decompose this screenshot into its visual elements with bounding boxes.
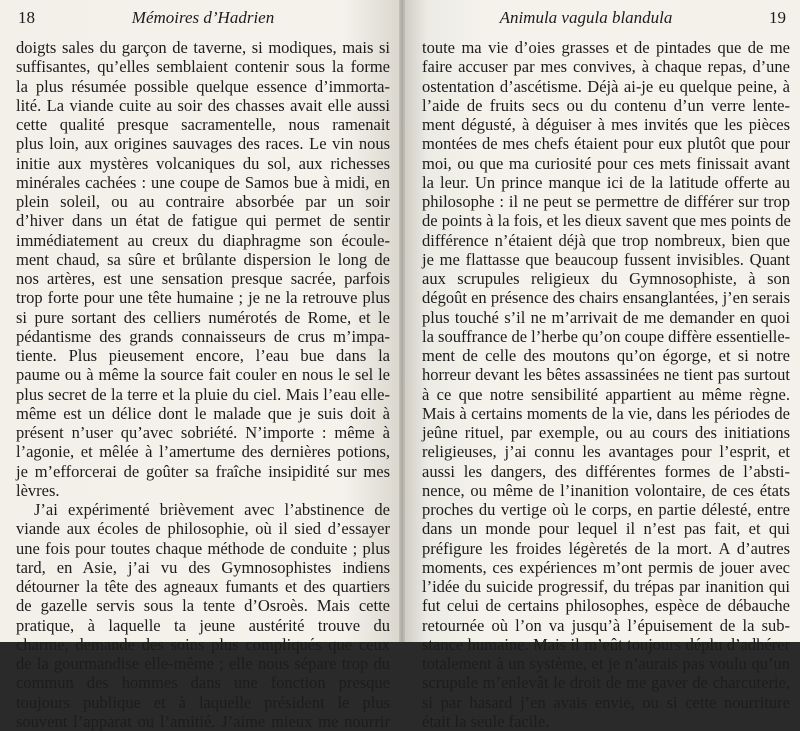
text-line: même est un délice dont le malade que je suis doit à — [16, 403, 390, 423]
text-line: souvent l’apparat ou l’amitié. J’aime mieux me nourrir — [16, 711, 390, 731]
text-line: charme, demande des soins plus compliqués que ceux — [16, 634, 390, 654]
text-line: tard, en Asie, j’ai vu des Gymnosophistes indiens — [16, 557, 390, 577]
text-line: différence n’étaient déjà que trop nombreux, bien que — [422, 230, 790, 250]
text-line: la plus résumée possible quelque essence d’immorta- — [16, 76, 390, 96]
chapter-title-header: Animula vagula blandula — [499, 8, 673, 27]
text-line: aussi les dangers, des différentes formes de l’absti- — [422, 461, 790, 481]
text-line: J’ai expérimenté brièvement avec l’abstinence de — [34, 500, 390, 519]
left-page-text — [16, 38, 390, 731]
text-line: montées de mes chefs étaient pour eux plutôt que pour — [422, 134, 790, 154]
text-line: détourner la tête des agneaux fumants et des quartiers — [16, 577, 390, 596]
text-line: toute ma vie d’oies grasses et de pintades que de me — [422, 38, 790, 57]
text-line: aux scrupules religieux du Gymnosophiste, à son — [422, 269, 790, 288]
text-line: pédantisme des grands connaisseurs de crus m’impa- — [16, 326, 390, 346]
text-line: moments, ces expériences m’ont permis de jouer avec — [422, 557, 790, 577]
text-line: plus touché s’il ne m’arrivait de me demander en quoi — [422, 307, 790, 327]
text-line: la souffrance de l’herbe qu’on coupe diffère essentielle- — [422, 326, 791, 346]
text-line: paume ou à même la source fait couler en nous le sel le — [16, 365, 390, 385]
text-line: je m’efforcerai de goûter sa fraîche insipidité sur mes — [16, 461, 390, 481]
page-number: 19 — [769, 8, 786, 27]
text-line: ostentation d’ascétisme. Déjà ai-je eu quelque peine, à — [422, 76, 790, 96]
text-line: lèvres. — [16, 480, 60, 500]
text-line: Mais à certains moments de la vie, dans les périodes de — [422, 403, 790, 423]
text-line: si par hasard j’en avais envie, ou si cette nourriture — [422, 692, 790, 712]
text-line: cette qualité presque sacramentelle, nous ramenait — [16, 115, 390, 134]
text-line: jeûne rituel, par exemple, ou au cours des initiations — [422, 423, 790, 442]
text-line: l’agonie, et mêlée à l’amertume des dernières potions, — [16, 442, 390, 462]
text-line: la leur. Un prince manque ici de la latitude offerte au — [422, 172, 790, 192]
text-line: totalement à un système, et je n’aurais pas voulu qu’un — [422, 654, 790, 673]
text-line: fut celui de certains philosophes, espèce de débauche — [422, 596, 790, 616]
text-line: minérales cachées : une coupe de Samos bue à midi, en — [16, 172, 390, 192]
text-line: plein soleil, ou au contraire absorbée par un soir — [16, 192, 390, 211]
text-line: doigts sales du garçon de taverne, si modiques, mais si — [16, 38, 390, 57]
text-line: horreur devant les bêtes assassinées ne tient pas surtout — [422, 365, 790, 385]
book-title-header: Mémoires d’Hadrien — [131, 8, 275, 27]
text-line: à ce que notre sensibilité appartient au même règne. — [422, 384, 790, 404]
text-line: une fois pour toutes chaque méthode de conduite ; plus — [16, 538, 390, 558]
text-line: ment chaud, sa sûre et brûlante dispersion le long de — [16, 249, 390, 269]
text-line: plus secret de la terre et la pluie du ciel. Mais l’eau elle- — [16, 384, 390, 404]
text-line: moi, ou que ma curiosité pour ces mets finissait avant — [422, 153, 790, 173]
text-line: pratique, à laquelle ta jeune austérité trouve du — [16, 615, 390, 635]
text-line: était la seule facile. — [422, 711, 550, 731]
text-line: nos artères, est une sensation presque sacrée, parfois — [16, 269, 390, 288]
text-line: faire accuser par mes convives, à chaque repas, d’une — [422, 57, 790, 77]
right-page — [404, 0, 800, 731]
text-line: toujours publique et à laquelle président le plus — [16, 692, 390, 712]
right-running-head — [422, 4, 790, 32]
text-line: viande aux écoles de philosophie, où il sied d’essayer — [16, 519, 390, 539]
text-line: immédiatement au creux du diaphragme son écoule- — [16, 230, 390, 250]
text-line: trop forte pour une tête humaine ; je ne la retrouve plus — [16, 288, 390, 308]
text-line: plus loin, aux origines sauvages des races. Le vin nous — [16, 134, 390, 154]
text-line: présent n’user qu’avec sobriété. N’importe : même à — [16, 423, 390, 442]
text-line: religieuses, j’ai connu les avantages pour l’esprit, et — [422, 442, 790, 462]
text-line: nence, ou même de l’inanition volontaire, de ces états — [422, 480, 790, 500]
text-line: si pure sortant des celliers numérotés de Rome, et le — [16, 307, 390, 327]
text-line: philosophe : il ne peut se permettre de différer sur trop — [422, 192, 790, 211]
text-line: de gazelle servis sous la tente d’Osroès. Mais cette — [16, 596, 390, 616]
text-line: dégoût en présence des chairs ensanglantées, j’en serais — [422, 288, 790, 308]
page-number: 18 — [18, 8, 35, 27]
text-line: l’aide de fruits secs ou du contenu d’un verre lente- — [422, 95, 790, 115]
text-line: lité. La viande cuite au soir des chasses avait elle aussi — [16, 95, 390, 115]
text-line: je me flattasse que beaucoup fussent invisibles. Quant — [422, 249, 790, 269]
book-gutter — [399, 0, 405, 642]
text-line: ment dégusté, à déguiser à mes invités que les pièces — [422, 115, 790, 134]
text-line: l’idée du suicide progressif, du trépas par inanition qui — [422, 577, 790, 596]
text-line: proches du vertige où le corps, en partie délesté, entre — [422, 500, 790, 519]
text-line: d’hiver dans un état de fatigue qui permet de sentir — [16, 211, 390, 231]
text-line: de points à la fois, et les dieux savent que mes points de — [422, 211, 791, 231]
text-line: tiente. Plus pieusement encore, l’eau bue dans la — [16, 346, 390, 365]
text-line: scrupule m’enlevât le droit de me gaver de charcuterie, — [422, 673, 790, 693]
text-line: suffisantes, qu’elles semblaient contenir sous la forme — [16, 57, 390, 77]
text-line: préfigure les froides légèretés de la mort. A d’autres — [422, 538, 790, 558]
text-line: dans un monde pour lequel il n’est pas fait, et qui — [422, 519, 790, 539]
text-line: retournée où l’on va jusqu’à l’épuisement de la sub- — [422, 615, 790, 635]
text-line: ment de celle des moutons qu’on égorge, et si notre — [422, 346, 790, 365]
text-line: stance humaine. Mais il m’eût toujours déplu d’adhérer — [422, 634, 790, 654]
text-line: commun des hommes dans une fonction presque — [16, 673, 390, 693]
right-page-text — [422, 38, 790, 731]
left-running-head — [16, 4, 390, 32]
text-line: initie aux mystères volcaniques du sol, aux richesses — [16, 153, 390, 173]
text-line: de la gourmandise elle-même ; elle nous sépare trop du — [16, 654, 390, 673]
